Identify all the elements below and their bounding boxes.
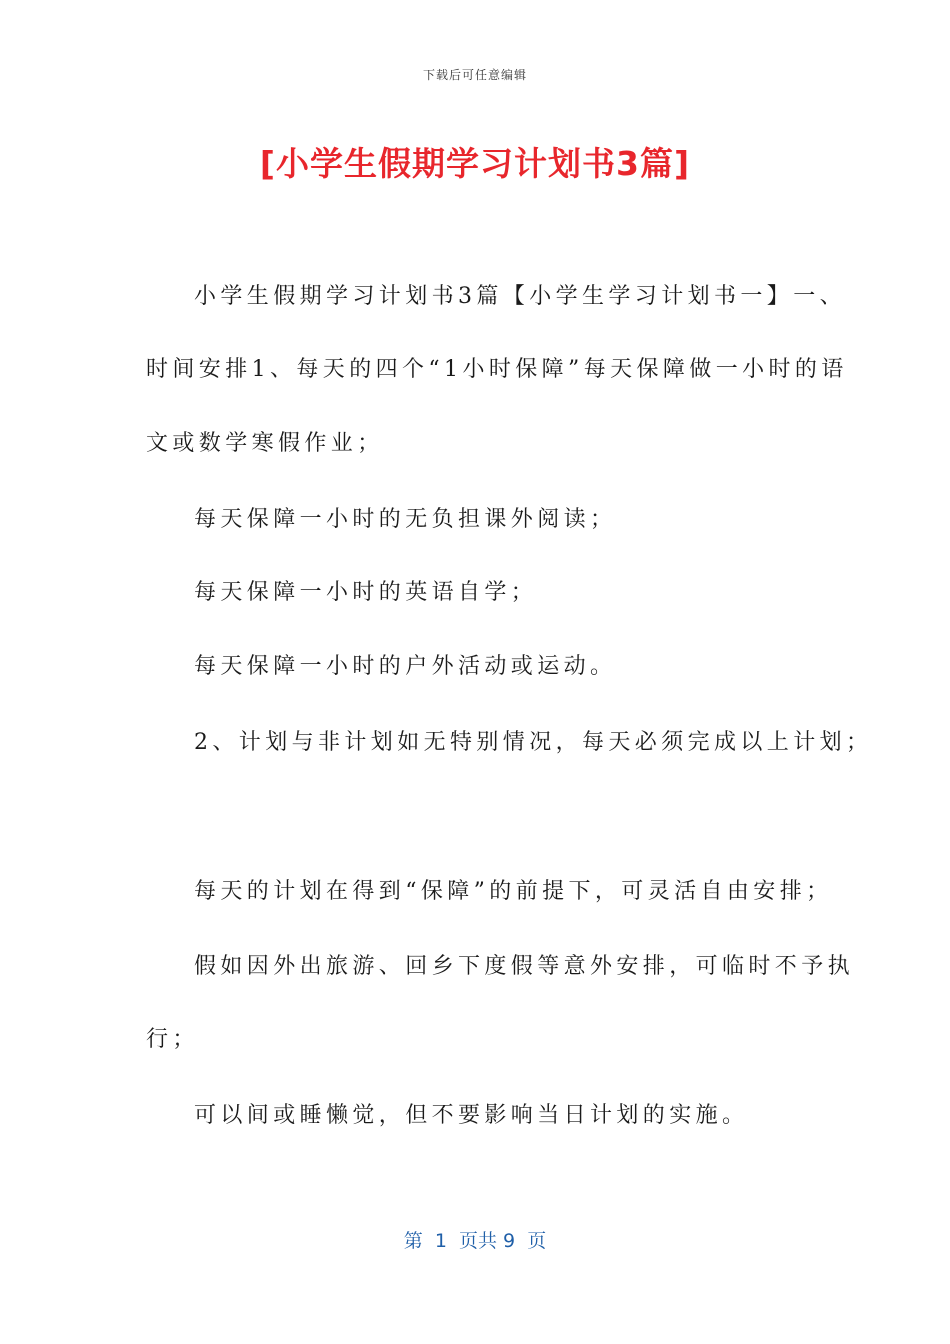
paragraph-line: 2、计划与非计划如无特别情况，每天必须完成以上计划； xyxy=(194,730,873,755)
paragraph-line: 小学生假期学习计划书3篇【小学生学习计划书一】一、 xyxy=(194,284,846,309)
paragraph-line: 时间安排1、每天的四个“1小时保障”每天保障做一小时的语 xyxy=(146,357,848,382)
paragraph-line: 文或数学寒假作业； xyxy=(146,431,384,456)
paragraph-line: 每天保障一小时的英语自学； xyxy=(194,580,538,605)
paragraph-line: 每天的计划在得到“保障”的前提下，可灵活自由安排； xyxy=(194,879,833,904)
header-note: 下载后可任意编辑 xyxy=(422,68,527,82)
paragraph-line: 行； xyxy=(146,1027,199,1052)
document-title: [小学生假期学习计划书3篇] xyxy=(259,144,691,183)
paragraph-line: 每天保障一小时的户外活动或运动。 xyxy=(194,654,617,679)
page-footer: 第 1 页共 9 页 xyxy=(403,1230,547,1252)
paragraph-line: 可以间或睡懒觉，但不要影响当日计划的实施。 xyxy=(194,1103,749,1128)
paragraph-line: 假如因外出旅游、回乡下度假等意外安排，可临时不予执 xyxy=(194,954,855,979)
paragraph-line: 每天保障一小时的无负担课外阅读； xyxy=(194,507,617,532)
